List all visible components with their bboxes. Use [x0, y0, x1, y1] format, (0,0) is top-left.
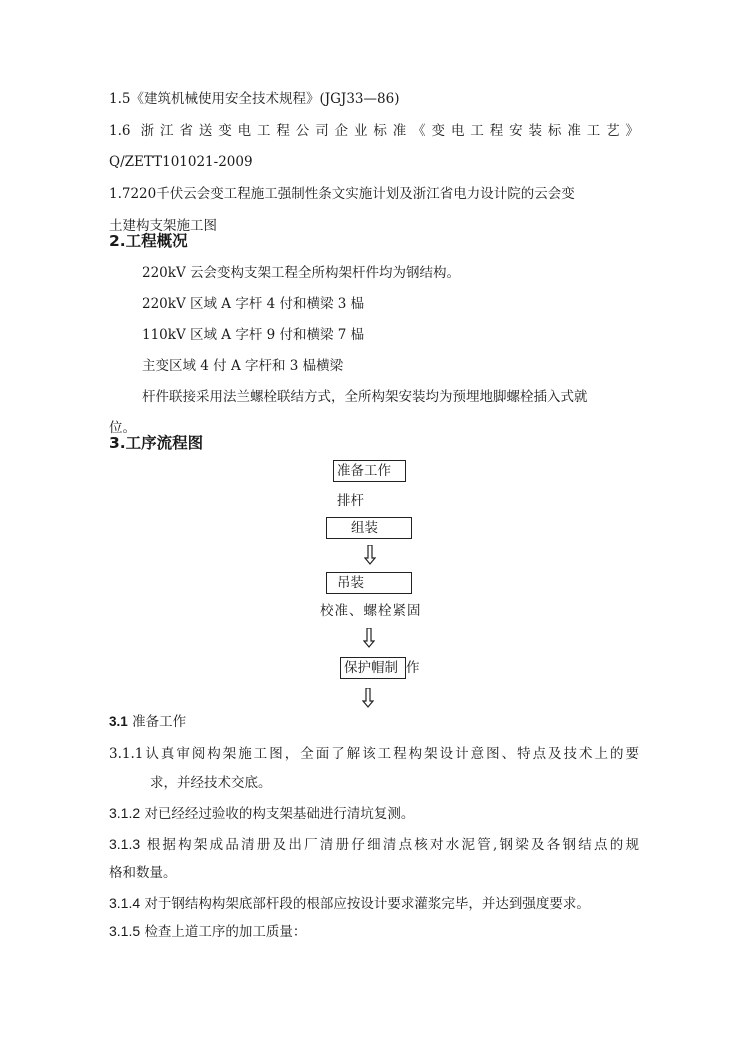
item-text: 检查上道工序的加工质量：: [144, 924, 307, 940]
flow-step-prepare: 准备工作: [333, 460, 406, 482]
item-3-1-3: [109, 835, 639, 854]
item-3-1-3-cont: 格和数量。: [109, 865, 177, 881]
flow-label-calibrate-fasten: 校准、螺栓紧固: [320, 603, 422, 619]
section-2-heading: 2.工程概况: [109, 232, 188, 250]
item-number: 3.1.1: [109, 746, 144, 762]
item-text: 根据构架成品清册及出厂清册仔细清点核对水泥管,钢梁及各钢结点的规: [146, 837, 640, 853]
flow-step-protective-cap-tail: 作: [406, 660, 420, 676]
down-arrow-icon: [362, 688, 374, 708]
item-text: 对于钢结构构架底部杆段的根部应按设计要求灌浆完毕，并达到强度要求。: [144, 896, 590, 912]
item-3-1-4: [109, 894, 590, 913]
item-3-1-5: [109, 922, 306, 941]
down-arrow-icon: [364, 545, 376, 565]
overview-paragraph: 杆件联接采用法兰螺栓联结方式，全所构架安装均为预埋地脚螺栓插入式就: [142, 389, 588, 405]
section-3-1-title: 准备工作: [132, 714, 187, 730]
section-3-1-heading: [109, 713, 186, 731]
flow-step-hoist: 吊装: [326, 572, 412, 594]
item-number: 3.1.3: [109, 836, 141, 852]
section-3-1-number: 3.1: [109, 714, 128, 729]
reference-1-6: 1.6 浙江省送变电工程公司企业标准《变电工程安装标准工艺》: [109, 123, 639, 139]
item-number: 3.1.4: [109, 895, 141, 911]
item-3-1-1: [109, 745, 639, 763]
down-arrow-icon: [363, 628, 375, 648]
overview-paragraph: 220kV 云会变构支架工程全所构架杆件均为钢结构。: [142, 265, 460, 281]
reference-1-5: 1.5《建筑机械使用安全技术规程》(JGJ33—86): [109, 91, 400, 107]
flow-step-assemble: 组装: [326, 517, 412, 539]
section-3-heading: 3.工序流程图: [109, 434, 204, 452]
item-3-1-1-cont: 求，并经技术交底。: [150, 775, 272, 791]
item-number: 3.1.5: [109, 923, 141, 939]
overview-paragraph: 主变区域 4 付 A 字杆和 3 榀横梁: [142, 358, 344, 374]
item-3-1-2: [109, 804, 414, 823]
item-text: 对已经经过验收的构支架基础进行清坑复测。: [144, 806, 415, 822]
reference-1-6-code: Q/ZETT101021-2009: [109, 154, 253, 170]
overview-paragraph: 位。: [109, 420, 136, 436]
overview-paragraph: 110kV 区域 A 字杆 9 付和横梁 7 榀: [142, 327, 365, 343]
reference-1-7-cont: 土建构支架施工图: [109, 218, 217, 234]
reference-1-7: 1.7220千伏云会变工程施工强制性条文实施计划及浙江省电力设计院的云会变: [109, 186, 575, 202]
item-text: 认真审阅构架施工图，全面了解该工程构架设计意图、特点及技术上的要: [143, 746, 639, 762]
overview-paragraph: 220kV 区域 A 字杆 4 付和横梁 3 榀: [142, 296, 365, 312]
flow-label-arrange-poles: 排杆: [337, 493, 364, 509]
flow-step-protective-cap: 保护帽制: [340, 657, 406, 679]
item-number: 3.1.2: [109, 805, 141, 821]
